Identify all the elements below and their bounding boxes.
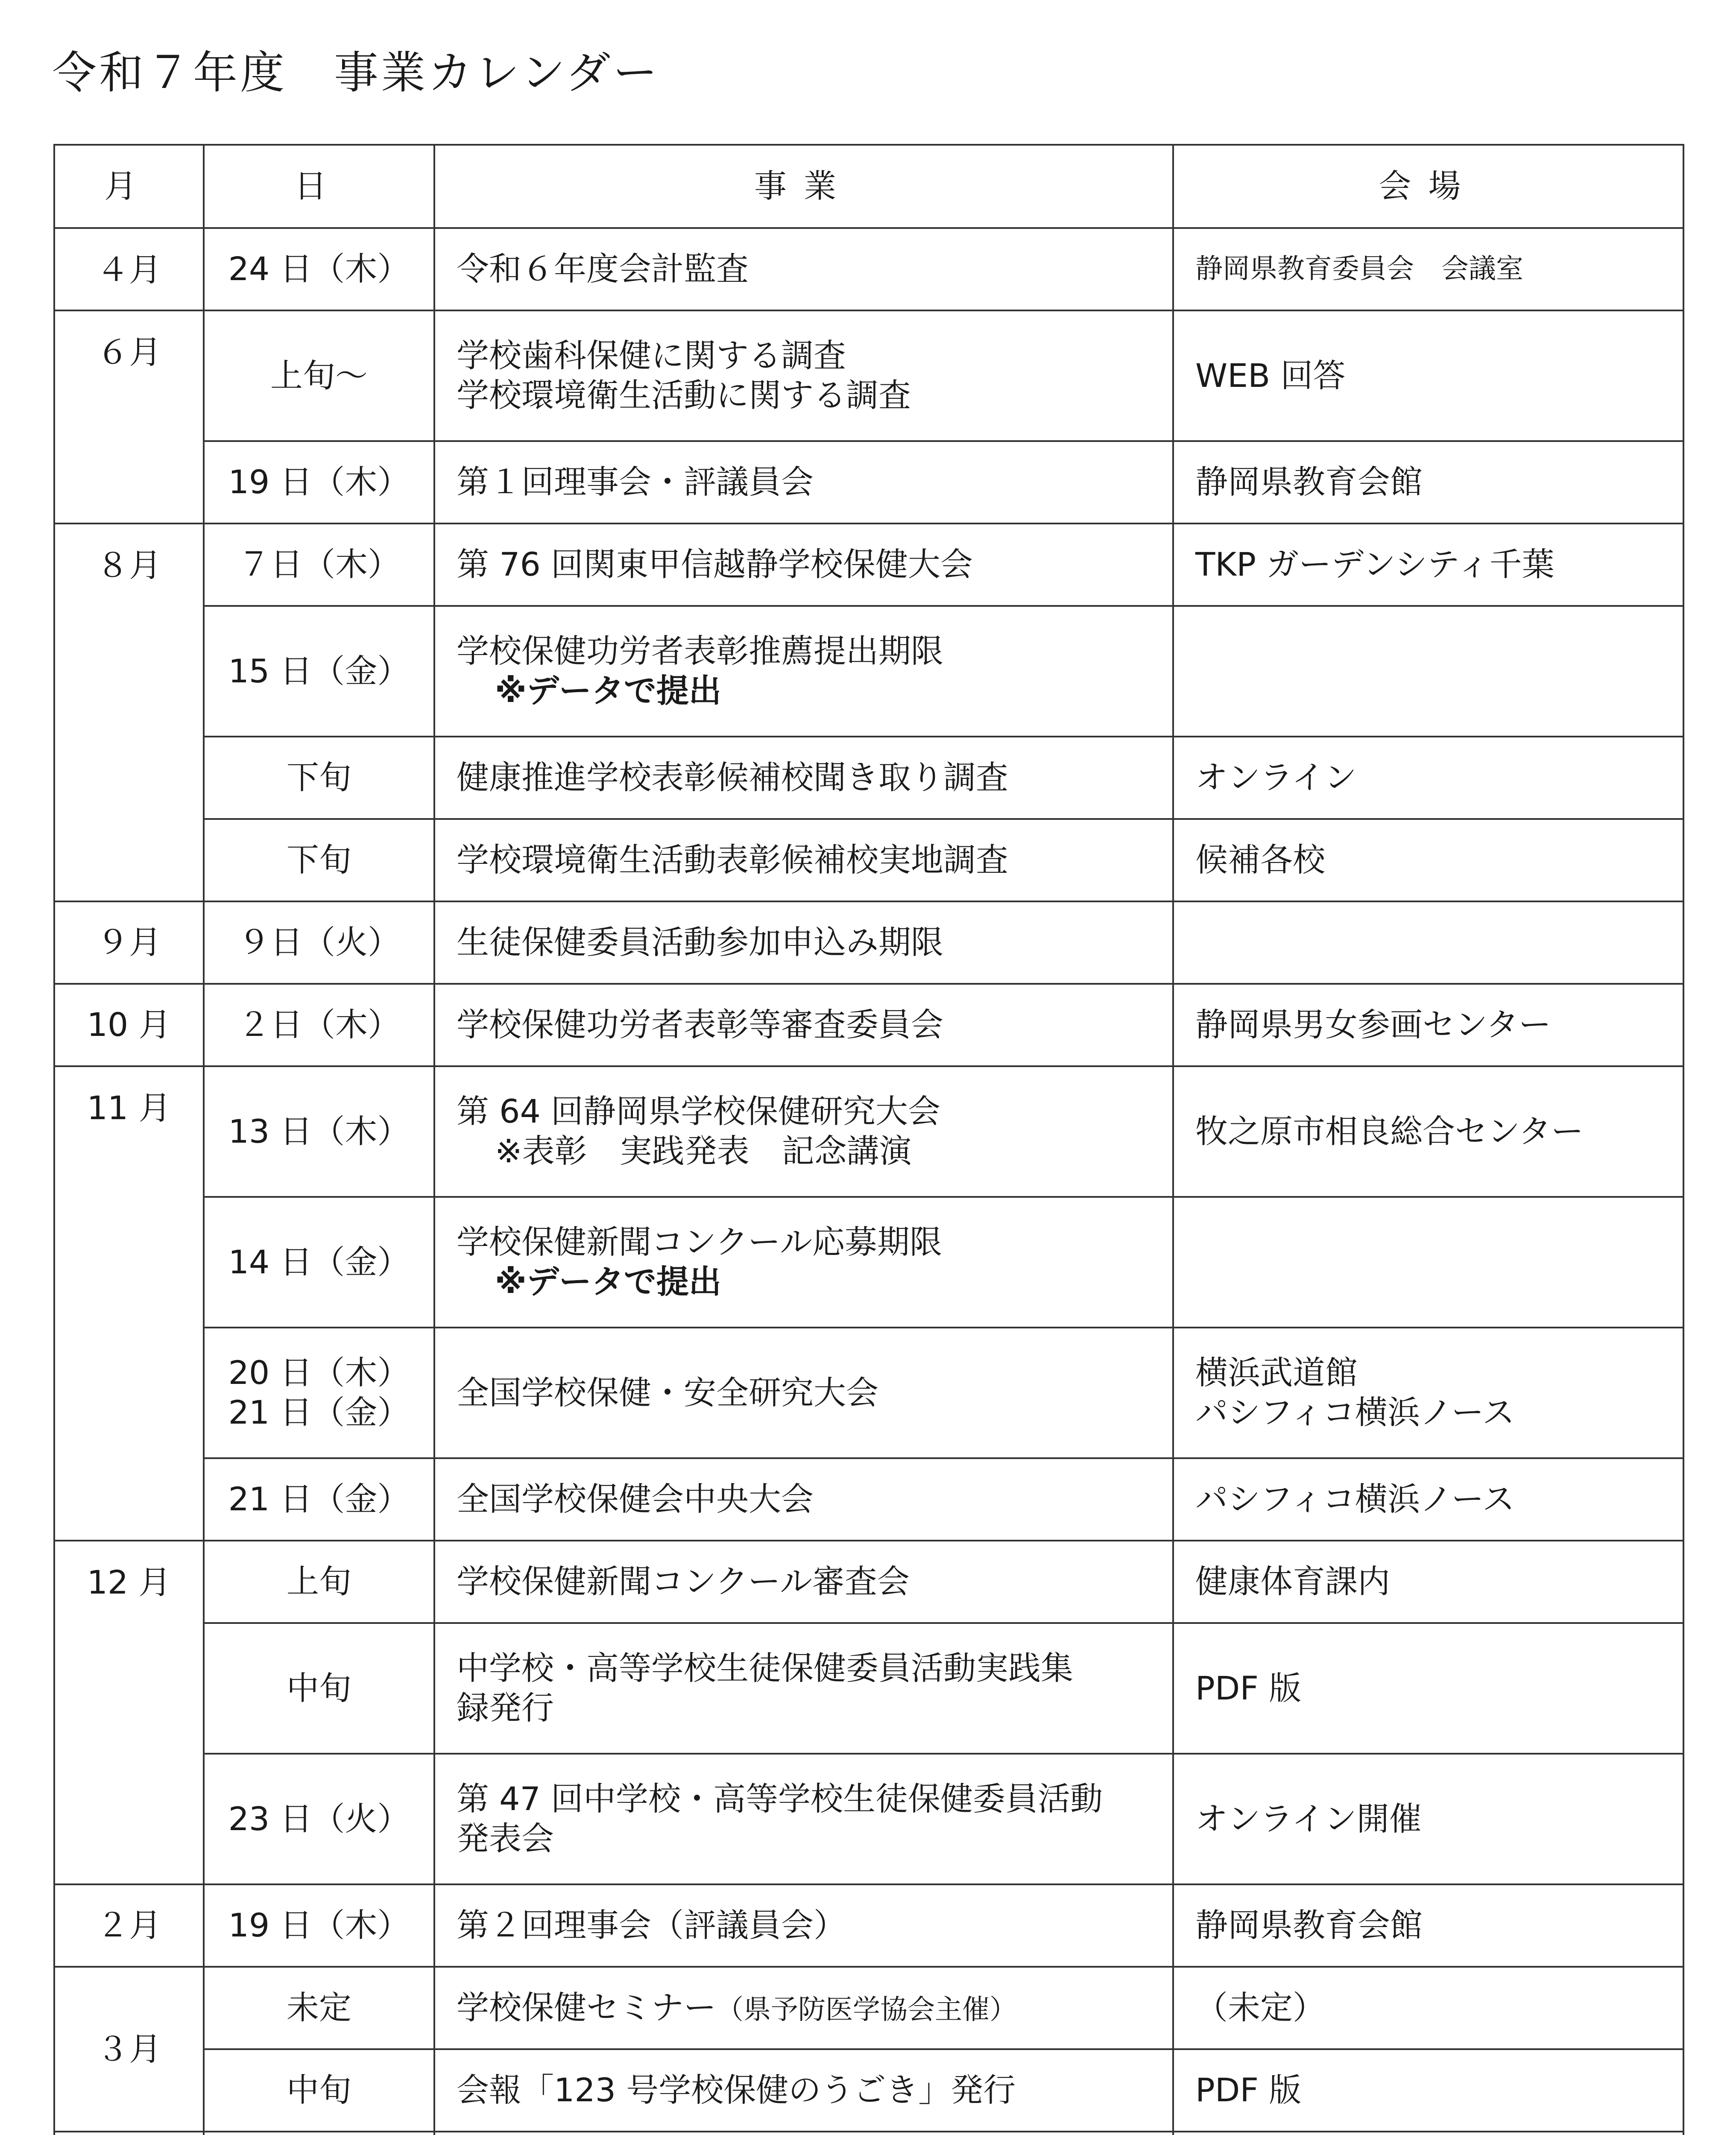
event-cell: 会報「123 号学校保健のうごき」発行 <box>434 2049 1173 2132</box>
header-month: 月 <box>54 145 204 228</box>
table-row <box>54 1623 1683 1754</box>
day-cell: 上旬～ <box>204 310 434 441</box>
table-row <box>54 984 1683 1066</box>
event-cell: 第 47 回中学校・高等学校生徒保健委員活動 発表会 <box>434 1754 1173 1884</box>
venue-cell: 横浜武道館 パシフィコ横浜ノース <box>1173 1328 1683 1458</box>
event-cell: 中学校・高等学校生徒保健委員活動実践集 録発行 <box>434 1623 1173 1754</box>
event-cell: 令和６年度会計監査 <box>434 228 1173 310</box>
submission-note: ※データで提出 <box>495 672 721 710</box>
day-cell: 13 日（木） <box>204 1066 434 1197</box>
event-cell: 第 64 回静岡県学校保健研究大会 ※表彰 実践発表 記念講演 <box>434 1066 1173 1197</box>
event-cell: 学校保健新聞コンクール審査会 <box>434 1541 1173 1623</box>
event-calendar-table <box>53 144 1684 2135</box>
table-row <box>54 737 1683 819</box>
event-cell: 学校環境衛生活動表彰候補校実地調査 <box>434 819 1173 901</box>
day-cell: 19 日（木） <box>204 441 434 524</box>
month-cell: ２月 <box>54 1884 204 1967</box>
header-event: 事業 <box>434 145 1173 228</box>
venue-cell: オンライン開催 <box>1173 1754 1683 1884</box>
month-cell: ８月 <box>54 524 204 901</box>
table-row <box>54 310 1683 441</box>
day-cell: 下旬 <box>204 737 434 819</box>
day-cell: ９日（火） <box>204 901 434 984</box>
venue-cell: 静岡県教育委員会 会議室 <box>1173 228 1683 310</box>
venue-cell: TKP ガーデンシティ千葉 <box>1173 524 1683 606</box>
header-venue: 会場 <box>1173 145 1683 228</box>
venue-cell: 静岡県教育会館 <box>1173 1884 1683 1967</box>
venue-cell: 静岡県教育会館 <box>1173 441 1683 524</box>
table-row <box>54 1458 1683 1541</box>
table-row <box>54 606 1683 737</box>
month-cell: 11 月 <box>54 1066 204 1541</box>
table-row <box>54 2049 1683 2132</box>
table-row <box>54 1197 1683 1328</box>
day-cell: 未定 <box>204 1967 434 2049</box>
header-day: 日 <box>204 145 434 228</box>
table-row <box>54 1541 1683 1623</box>
page-title: 令和７年度 事業カレンダー <box>52 47 660 99</box>
event-cell: 学校歯科保健に関する調査 学校環境衛生活動に関する調査 <box>434 310 1173 441</box>
table-header-row <box>54 145 1683 228</box>
venue-cell: パシフィコ横浜ノース <box>1173 1458 1683 1541</box>
organizer-note: （県予防医学協会主催） <box>716 1994 1017 2026</box>
venue-cell: （未定） <box>1173 1967 1683 2049</box>
day-cell: 中旬 <box>204 2049 434 2132</box>
submission-note: ※データで提出 <box>495 1263 721 1301</box>
day-cell: 上旬 <box>204 1541 434 1623</box>
day-cell: 21 日（金） <box>204 1458 434 1541</box>
month-cell <box>54 2132 204 2135</box>
venue-cell: PDF 版 <box>1173 2049 1683 2132</box>
event-cell: 生徒保健委員活動参加申込み期限 <box>434 901 1173 984</box>
month-cell: ３月 <box>54 1967 204 2132</box>
table-row <box>54 819 1683 901</box>
event-cell: 学校保健セミナー（県予防医学協会主催） <box>434 1967 1173 2049</box>
venue-cell <box>1173 2132 1683 2135</box>
event-cell <box>434 2132 1173 2135</box>
event-cell: 学校保健新聞コンクール応募期限 ※データで提出 <box>434 1197 1173 1328</box>
event-cell: 全国学校保健・安全研究大会 <box>434 1328 1173 1458</box>
day-cell: ７日（木） <box>204 524 434 606</box>
table-row <box>54 1328 1683 1458</box>
table-row <box>54 1754 1683 1884</box>
day-cell: 14 日（金） <box>204 1197 434 1328</box>
day-cell: 20 日（木） 21 日（金） <box>204 1328 434 1458</box>
table-row <box>54 1967 1683 2049</box>
venue-cell: 候補各校 <box>1173 819 1683 901</box>
day-cell: 23 日（火） <box>204 1754 434 1884</box>
event-cell: 第 76 回関東甲信越静学校保健大会 <box>434 524 1173 606</box>
event-cell: 学校保健功労者表彰等審査委員会 <box>434 984 1173 1066</box>
venue-cell <box>1173 1197 1683 1328</box>
venue-cell: 静岡県男女参画センター <box>1173 984 1683 1066</box>
day-cell <box>204 2132 434 2135</box>
table-row <box>54 1884 1683 1967</box>
venue-cell: 健康体育課内 <box>1173 1541 1683 1623</box>
day-cell: 15 日（金） <box>204 606 434 737</box>
month-cell: 10 月 <box>54 984 204 1066</box>
table-row <box>54 524 1683 606</box>
event-cell: 健康推進学校表彰候補校聞き取り調査 <box>434 737 1173 819</box>
table-row <box>54 901 1683 984</box>
month-cell: ９月 <box>54 901 204 984</box>
venue-cell: WEB 回答 <box>1173 310 1683 441</box>
event-cell: 第２回理事会（評議員会） <box>434 1884 1173 1967</box>
month-cell: ４月 <box>54 228 204 310</box>
table-row <box>54 228 1683 310</box>
venue-cell: PDF 版 <box>1173 1623 1683 1754</box>
venue-cell: オンライン <box>1173 737 1683 819</box>
event-cell: 全国学校保健会中央大会 <box>434 1458 1173 1541</box>
table-row <box>54 1066 1683 1197</box>
venue-cell: 牧之原市相良総合センター <box>1173 1066 1683 1197</box>
day-cell: 下旬 <box>204 819 434 901</box>
day-cell: 中旬 <box>204 1623 434 1754</box>
day-cell: 19 日（木） <box>204 1884 434 1967</box>
venue-cell <box>1173 606 1683 737</box>
venue-cell <box>1173 901 1683 984</box>
day-cell: 24 日（木） <box>204 228 434 310</box>
month-cell: 12 月 <box>54 1541 204 1884</box>
table-row <box>54 2132 1683 2135</box>
table-row <box>54 441 1683 524</box>
event-cell: 学校保健功労者表彰推薦提出期限 ※データで提出 <box>434 606 1173 737</box>
event-cell: 第１回理事会・評議員会 <box>434 441 1173 524</box>
day-cell: ２日（木） <box>204 984 434 1066</box>
month-cell: ６月 <box>54 310 204 524</box>
